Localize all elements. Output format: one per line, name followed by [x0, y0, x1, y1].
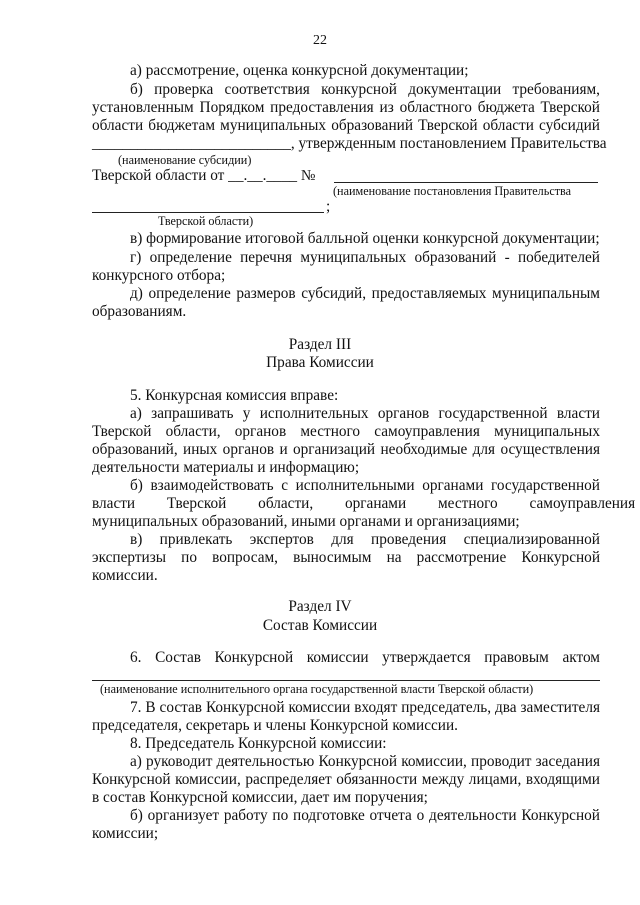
- clause5-a-line4: деятельности материалы и информацию;: [92, 459, 360, 476]
- clause5-a-line2: Тверской области, органов местного самоуправления муниципальных: [92, 423, 600, 440]
- page-number: 22: [313, 33, 327, 48]
- clause6: 6. Состав Конкурсной комиссии утверждается правовым актом: [130, 649, 600, 666]
- clause5-b-line2: власти Тверской области, органами местного самоуправления: [92, 495, 636, 512]
- item-b-line4: [92, 135, 607, 152]
- resolution-blank: [334, 182, 598, 183]
- item-b-line1: б) проверка соответствия конкурсной документации требованиям,: [130, 81, 600, 98]
- clause8-a-line3: в состав Конкурсной комиссии, дает им поручения;: [92, 789, 428, 806]
- clause5: 5. Конкурсная комиссия вправе:: [130, 387, 339, 404]
- clause5-v-line2: экспертизы по вопросам, выносимым на рассмотрение Конкурсной: [92, 549, 600, 566]
- clause5-a-line1: а) запрашивать у исполнительных органов государственной власти: [130, 405, 600, 422]
- clause8-a-line1: а) руководит деятельностью Конкурсной комиссии, проводит заседания: [130, 753, 600, 770]
- subsidy-blank: __________________________: [92, 135, 291, 152]
- clause7-line2: председателя, секретарь и члены Конкурсной комиссии.: [92, 717, 458, 734]
- section4-heading: Раздел IV: [288, 598, 352, 615]
- item-b-line2: установленным Порядком предоставления из областного бюджета Тверской: [92, 99, 600, 116]
- resolution-date-text: Тверской области от __.__.____ №: [92, 167, 316, 184]
- clause5-b-line3: муниципальных образований, иными органами и организациями;: [92, 513, 520, 530]
- section3-heading: Раздел III: [288, 336, 352, 353]
- item-g-line2: конкурсного отбора;: [92, 267, 226, 284]
- resolution-name-blank: [92, 212, 324, 213]
- clause8-b-line2: комиссии;: [92, 825, 159, 842]
- clause8-b-line1: б) организует работу по подготовке отчета о деятельности Конкурсной: [130, 807, 600, 824]
- clause7-line1: 7. В состав Конкурсной комиссии входят председатель, два заместителя: [130, 699, 600, 716]
- clause5-b-line1: б) взаимодействовать с исполнительными органами государственной: [130, 477, 600, 494]
- clause8: 8. Председатель Конкурсной комиссии:: [130, 735, 387, 752]
- item-d-line1: д) определение размеров субсидий, предоставляемых муниципальным: [130, 285, 600, 302]
- caption-subsidy: (наименование субсидии): [118, 153, 252, 167]
- item-d-line2: образованиям.: [92, 303, 187, 320]
- item-b-line4-text: , утвержденным постановлением Правительства: [290, 135, 607, 152]
- section3-title: Права Комиссии: [266, 354, 374, 371]
- caption-resolution: (наименование постановления Правительства: [333, 184, 572, 198]
- resolution-end: ;: [326, 198, 331, 215]
- section4-title: Состав Комиссии: [262, 617, 378, 634]
- clause5-v-line1: в) привлекать экспертов для проведения специализированной: [130, 531, 600, 548]
- item-b-line3: области бюджетам муниципальных образований Тверской области субсидий: [92, 117, 600, 134]
- clause5-a-line3: образований, иных органов и организаций необходимые для осуществления: [92, 441, 600, 458]
- item-g-line1: г) определение перечня муниципальных образований - победителей: [130, 249, 600, 266]
- organ-blank: [92, 680, 600, 681]
- clause5-v-line3: комиссии.: [92, 567, 158, 584]
- caption-organ: (наименование исполнительного органа государственной власти Тверской области): [100, 682, 534, 696]
- clause8-a-line2: Конкурсной комиссии, распределяет обязанности между лицами, входящими: [92, 771, 600, 788]
- caption-region: Тверской области): [158, 214, 254, 228]
- item-v: в) формирование итоговой балльной оценки конкурсной документации;: [130, 230, 600, 247]
- item-a: а) рассмотрение, оценка конкурсной документации;: [130, 62, 469, 79]
